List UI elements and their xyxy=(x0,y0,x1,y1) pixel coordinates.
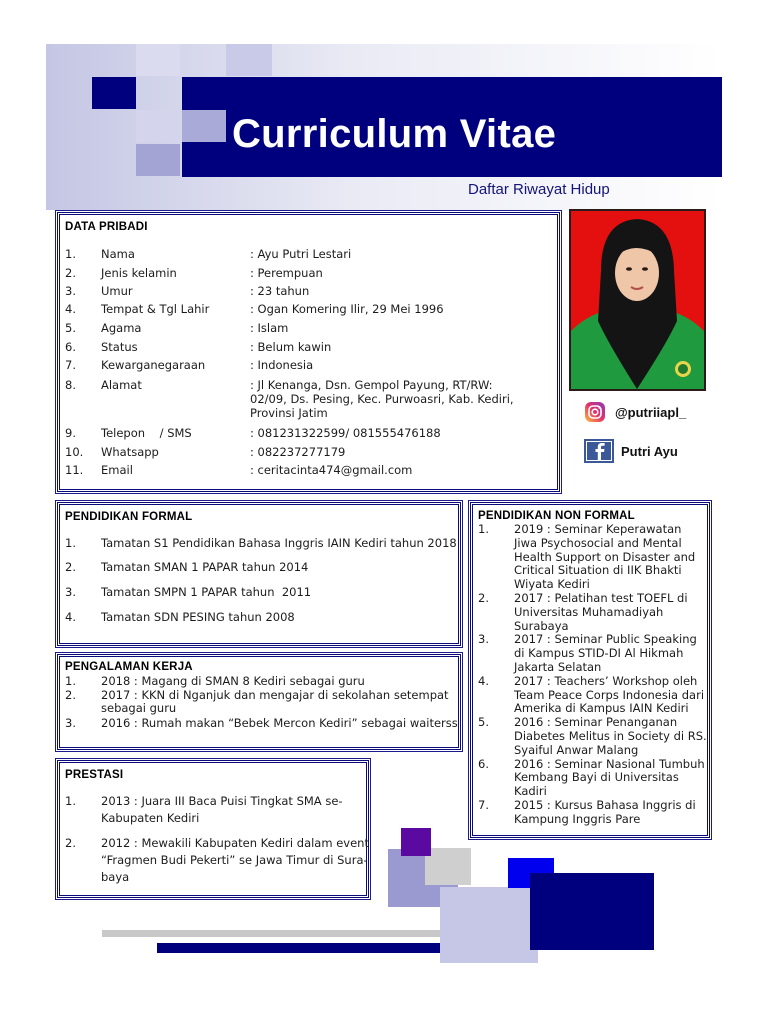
item-number: 2. xyxy=(65,560,76,574)
item-text-line2: Jiwa Psychosocial and Mental xyxy=(514,535,682,550)
item-number: 4. xyxy=(478,673,489,688)
row-label: Telepon / SMS xyxy=(101,426,192,440)
item-number: 6. xyxy=(478,756,489,771)
decor-square xyxy=(530,873,654,950)
item-text-line3: Health Support on Disaster and xyxy=(514,549,696,564)
list-item xyxy=(478,758,706,799)
nonformal-list xyxy=(478,523,706,833)
decor-square xyxy=(102,930,464,937)
row-label: Agama xyxy=(101,321,142,335)
formal-education-box xyxy=(57,502,461,646)
row-number: 4. xyxy=(65,302,76,316)
decor-square xyxy=(401,828,431,856)
row-value: : Indonesia xyxy=(250,358,314,372)
list-item xyxy=(65,836,369,888)
page-title: Curriculum Vitae xyxy=(232,112,557,156)
list-item xyxy=(478,592,706,633)
row-label: Status xyxy=(101,340,138,354)
item-number: 2. xyxy=(478,591,489,605)
item-number: 3. xyxy=(65,716,76,730)
item-text-line2: sebagai guru xyxy=(101,701,177,715)
item-text-line2: Kabupaten Kediri xyxy=(101,811,200,825)
instagram-link[interactable] xyxy=(584,401,704,425)
row-number: 8. xyxy=(65,378,76,392)
list-item xyxy=(478,523,706,592)
item-text: 2017 : Pelatihan test TOEFL di xyxy=(514,591,688,605)
item-number: 7. xyxy=(478,798,489,812)
row-label: Tempat & Tgl Lahir xyxy=(101,302,210,316)
decor-square xyxy=(136,110,180,142)
item-text-line3: Kadiri xyxy=(514,784,547,799)
row-number: 7. xyxy=(65,358,76,372)
item-text: 2017 : Teachers’ Workshop oleh xyxy=(514,673,698,688)
facebook-link[interactable] xyxy=(584,439,704,463)
item-number: 4. xyxy=(65,610,76,624)
row-label: Email xyxy=(101,463,133,477)
row-number: 6. xyxy=(65,340,76,354)
row-number: 5. xyxy=(65,321,76,335)
formal-education-heading: PENDIDIKAN FORMAL xyxy=(65,511,193,523)
item-text-line5: Wiyata Kediri xyxy=(514,577,590,592)
item-number: 3. xyxy=(65,585,76,599)
item-text: 2013 : Juara III Baca Puisi Tingkat SMA se- xyxy=(101,794,343,808)
item-text-line4: Critical Situation di IIK Bhakti xyxy=(514,563,682,578)
facebook-icon xyxy=(584,439,614,463)
instagram-handle: @putriiapl_ xyxy=(615,405,687,420)
item-text-line2: di Kampus STID-DI Al Hikmah xyxy=(514,646,684,661)
item-text: 2018 : Magang di SMAN 8 Kediri sebagai guru xyxy=(101,674,365,688)
nonformal-education-heading: PENDIDIKAN NON FORMAL xyxy=(478,510,635,522)
row-label: Alamat xyxy=(101,378,142,392)
row-number: 2. xyxy=(65,266,76,280)
row-label: Whatsapp xyxy=(101,445,159,459)
item-text: Tamatan SMAN 1 PAPAR tahun 2014 xyxy=(101,560,309,574)
row-value-line2: 02/09, Ds. Pesing, Kec. Purwoasri, Kab. Kediri, xyxy=(250,392,514,406)
item-text-line3: Amerika di Kampus IAIN Kediri xyxy=(514,701,689,716)
list-item xyxy=(478,716,706,757)
row-label: Umur xyxy=(101,284,133,298)
row-number: 1. xyxy=(65,247,76,261)
row-value: : 082237277179 xyxy=(250,445,346,459)
item-text-line2: “Fragmen Budi Pekerti” se Jawa Timur di Sura- xyxy=(101,853,368,867)
item-text: 2016 : Seminar Nasional Tumbuh xyxy=(514,756,705,771)
item-number: 1. xyxy=(65,794,76,808)
page-subtitle: Daftar Riwayat Hidup xyxy=(468,181,610,198)
list-item xyxy=(65,794,365,828)
item-number: 1. xyxy=(478,522,489,536)
item-number: 1. xyxy=(65,536,76,550)
row-number: 11. xyxy=(65,463,84,477)
decor-square xyxy=(425,848,471,885)
decor-square xyxy=(136,144,180,176)
decor-square xyxy=(182,110,226,142)
row-label: Nama xyxy=(101,247,135,261)
row-value-line3: Provinsi Jatim xyxy=(250,406,328,420)
item-text: 2015 : Kursus Bahasa Inggris di xyxy=(514,798,696,812)
row-label: Jenis kelamin xyxy=(101,266,177,280)
row-value: : 23 tahun xyxy=(250,284,310,298)
list-item xyxy=(478,799,706,827)
item-text: Tamatan SDN PESING tahun 2008 xyxy=(101,610,295,624)
profile-photo xyxy=(571,211,704,389)
personal-data-heading: DATA PRIBADI xyxy=(65,221,148,233)
item-text: 2016 : Seminar Penanganan xyxy=(514,715,678,730)
row-value: : Islam xyxy=(250,321,289,335)
row-number: 9. xyxy=(65,426,76,440)
item-text: 2017 : KKN di Nganjuk dan mengajar di sekolahan setempat xyxy=(101,688,449,702)
work-experience-heading: PENGALAMAN KERJA xyxy=(65,661,193,673)
item-text-line2: Diabetes Melitus in Society di RS. xyxy=(514,728,707,743)
personal-row xyxy=(65,378,545,422)
item-text: 2019 : Seminar Keperawatan xyxy=(514,522,682,536)
item-text: 2016 : Rumah makan “Bebek Mercon Kediri” sebagai waiterss xyxy=(101,716,458,730)
row-value: : Jl Kenanga, Dsn. Gempol Payung, RT/RW: xyxy=(250,378,493,392)
row-value: : Ogan Komering Ilir, 29 Mei 1996 xyxy=(250,302,444,316)
row-value: : Perempuan xyxy=(250,266,323,280)
item-text-line2: Kembang Bayi di Universitas xyxy=(514,770,679,785)
list-item xyxy=(478,675,706,716)
item-text-line3: baya xyxy=(101,870,130,884)
item-number: 1. xyxy=(65,674,76,688)
decor-square xyxy=(157,943,453,953)
item-text-line2: Kampung Inggris Pare xyxy=(514,811,641,826)
row-number: 3. xyxy=(65,284,76,298)
row-label: Kewarganegaraan xyxy=(101,358,206,372)
item-number: 3. xyxy=(478,632,489,647)
item-text-line3: Surabaya xyxy=(514,618,569,633)
portrait-illustration xyxy=(571,211,704,389)
item-text: 2017 : Seminar Public Speaking xyxy=(514,632,697,647)
row-value: : Ayu Putri Lestari xyxy=(250,247,352,261)
row-value: : Belum kawin xyxy=(250,340,332,354)
item-number: 2. xyxy=(65,836,76,850)
row-number: 10. xyxy=(65,445,84,459)
row-value: : ceritacinta474@gmail.com xyxy=(250,463,413,477)
decor-square xyxy=(440,887,538,963)
item-text-line2: Team Peace Corps Indonesia dari xyxy=(514,687,705,702)
decor-square xyxy=(226,44,272,76)
item-text-line2: Universitas Muhamadiyah xyxy=(514,604,664,619)
decor-square xyxy=(136,44,180,76)
facebook-name: Putri Ayu xyxy=(621,444,678,459)
item-text: 2012 : Mewakili Kabupaten Kediri dalam event xyxy=(101,836,369,850)
item-text: Tamatan SMPN 1 PAPAR tahun 2011 xyxy=(101,585,312,599)
list-item xyxy=(65,688,455,716)
list-item xyxy=(478,633,706,674)
instagram-icon xyxy=(584,401,606,423)
row-value: : 081231322599/ 081555476188 xyxy=(250,426,441,440)
achievements-heading: PRESTASI xyxy=(65,769,124,781)
item-number: 2. xyxy=(65,688,76,702)
item-text-line3: Jakarta Selatan xyxy=(514,659,602,674)
item-text-line3: Syaiful Anwar Malang xyxy=(514,742,639,757)
item-text: Tamatan S1 Pendidikan Bahasa Inggris IAIN Kediri tahun 2018 xyxy=(101,536,457,550)
decor-square xyxy=(92,77,136,109)
item-number: 5. xyxy=(478,715,489,730)
